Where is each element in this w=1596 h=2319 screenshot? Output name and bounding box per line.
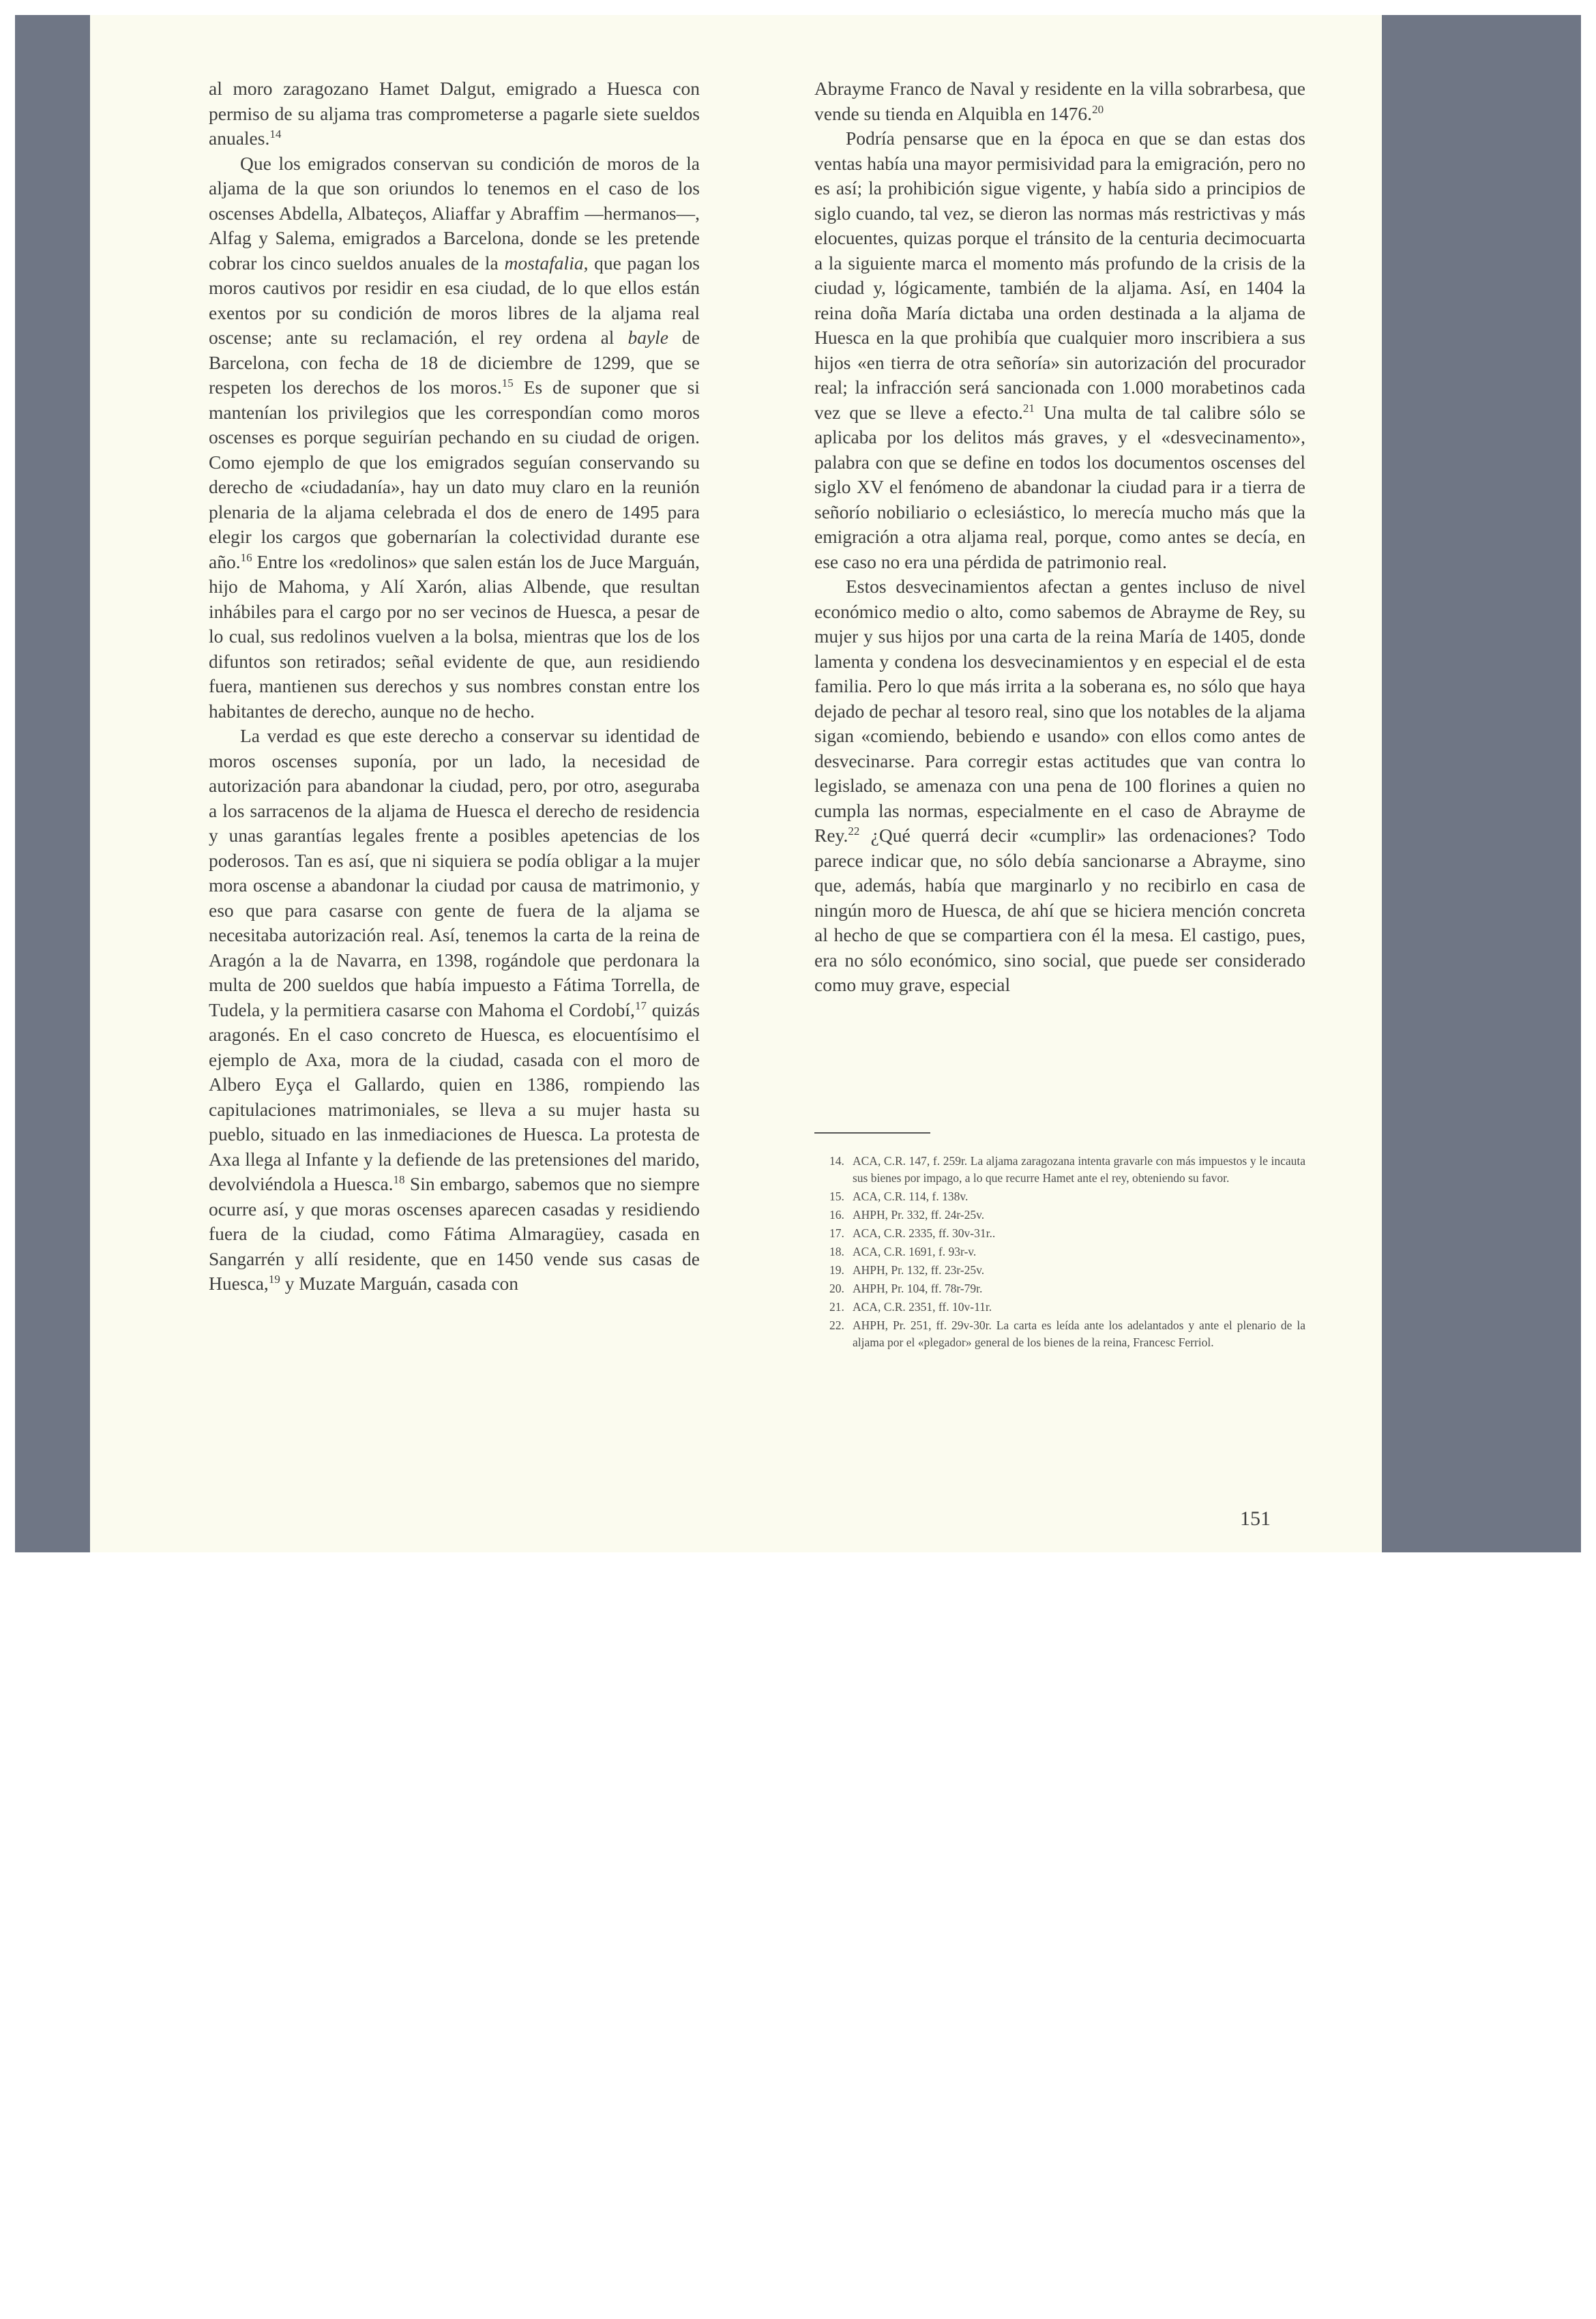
footnote-separator [814,1132,930,1134]
footnote [814,1299,1305,1316]
footnote-text: ACA, C.R. 147, f. 259r. La aljama zaragozana intenta gravarle con más impuestos y le incauta sus bienes por impago, a lo que recurre Hamet ante el rey, obteniendo su favor. [853,1154,1305,1185]
footnote-number: 18. [829,1245,844,1258]
footnote-text: AHPH, Pr. 332, ff. 24r-25v. [853,1208,985,1222]
footnote-ref: 17 [634,999,647,1012]
footnote-ref: 16 [240,550,252,564]
footnote-text: AHPH, Pr. 251, ff. 29v-30r. La carta es leída ante los adelantados y ante el plenario de la aljama por el «plegador» general de los bienes de la reina, Francesc Ferriol. [853,1318,1305,1349]
paragraph [209,76,700,151]
text-run: Es de suponer que si mantenían los privilegios que les correspondían como moros oscenses es porque seguirían pechando en su ciudad de origen. Como ejemplo de que los emigrados seguían conservando su derecho de «ciudadanía», hay un dato muy claro en la reunión plenaria de la aljama celebrada el dos de enero de 1495 para elegir los cargos que gobernarían la colectividad durante ese año. [209,376,700,572]
footnote-ref: 20 [1092,102,1104,116]
text-run: Podría pensarse que en la época en que se dan estas dos ventas había una mayor permisividad para la emigración, pero no es así; la prohibición sigue vigente, y había sido a principios de siglo cuando, tal vez, se dieron las normas más restrictivas y más elocuentes, quizas porque el tránsito de la centuria decimocuarta a la siguiente marca el momento más profundo de la crisis de la ciudad y, lógicamente, también de la aljama. Así, en 1404 la reina doña María dictaba una orden destinada a la aljama de Huesca en la que prohibía que cualquier moro inscribiera a sus hijos «en tierra de otra señoría» sin autorización del procurador real; la infracción será sancionada con 1.000 morabetinos cada vez que se lleve a efecto. [814,128,1305,423]
footnote-number: 17. [829,1226,844,1240]
footnotes [814,1153,1305,1353]
left-column [209,76,700,1297]
footnote-ref: 21 [1022,401,1035,415]
paragraph [209,151,700,724]
footnote-text: ACA, C.R. 2335, ff. 30v-31r.. [853,1226,996,1240]
footnote-text: AHPH, Pr. 104, ff. 78r-79r. [853,1282,983,1295]
footnote-text: AHPH, Pr. 132, ff. 23r-25v. [853,1263,985,1277]
footnote [814,1262,1305,1279]
text-run: Abrayme Franco de Naval y residente en la villa sobrarbesa, que vende su tienda en Alquibla en 1476. [814,78,1305,124]
paragraph [814,126,1305,574]
text-run: La verdad es que este derecho a conservar su identidad de moros oscenses suponía, por un lado, la necesidad de autorización para abandonar la ciudad, pero, por otro, aseguraba a los sarracenos de la aljama de Huesca el derecho de residencia y unas garantías legales frente a posibles apetencias de los poderosos. Tan es así, que ni siquiera se podía obligar a la mujer mora oscense a abandonar la ciudad por causa de matrimonio, y eso que para casarse con gente de fuera de la aljama se necesitaba autorización real. Así, tenemos la carta de la reina de Aragón a la de Navarra, en 1398, rogándole que perdonara la multa de 200 sueldos que había impuesto a Fátima Torrella, de Tudela, y la permitiera casarse con Mahoma el Cordobí, [209,725,700,1020]
footnote [814,1280,1305,1297]
footnote [814,1225,1305,1242]
footnote-ref: 18 [393,1173,405,1186]
footnote [814,1153,1305,1187]
text-run: quizás aragonés. En el caso concreto de Huesca, es elocuentísimo el ejemplo de Axa, mora de la ciudad, casada con el moro de Albero Eyça el Gallardo, quien en 1386, rompiendo las capitulaciones matrimoniales, se lleva a su mujer hasta su pueblo, situado en las inmediaciones de Huesca. La protesta de Axa llega al Infante y la defiende de las pretensiones del marido, devolviéndola a Huesca. [209,999,700,1194]
text-run: Una multa de tal calibre sólo se aplicaba por los delitos más graves, y el «desvecinamento», palabra con que se define en todos los documentos oscenses del siglo XV el fenómeno de abandonar la ciudad para ir a tierra de señorío nobiliario o eclesiástico, lo merecía mucho más que la emigración a otra aljama real, porque, como antes se decía, en ese caso no era una pérdida de patrimonio real. [814,401,1305,572]
text-run: al moro zaragozano Hamet Dalgut, emigrado a Huesca con permiso de su aljama tras comprometerse a pagarle siete sueldos anuales. [209,78,700,149]
paragraph [814,574,1305,998]
footnote-number: 15. [829,1190,844,1203]
footnote-ref: 22 [848,825,860,838]
footnote-number: 19. [829,1263,844,1277]
page-number: 151 [1240,1507,1271,1530]
footnote-ref: 15 [501,376,514,389]
italic-term: bayle [627,327,669,348]
footnote-number: 22. [829,1318,844,1332]
footnote-text: ACA, C.R. 114, f. 138v. [853,1190,969,1203]
footnote [814,1188,1305,1205]
text-run: Estos desvecinamientos afectan a gentes incluso de nivel económico medio o alto, como sabemos de Abrayme de Rey, su mujer y sus hijos por una carta de la reina María de 1405, donde lamenta y condena los desvecinamientos y en especial el de esta familia. Pero lo que más irrita a la soberana es, no sólo que haya dejado de pechar al tesoro real, sino que los notables de la aljama sigan «comiendo, bebiendo e usando» con ellos como antes de desvecinarse. Para corregir estas actitudes que van contra lo legislado, se amenaza con una pena de 100 florines a quien no cumpla las normas, especialmente en el caso de Abrayme de Rey. [814,576,1305,846]
text-run: Entre los «redolinos» que salen están los de Juce Marguán, hijo de Mahoma, y Alí Xarón, alias Albende, que resultan inhábiles para el cargo por no ser vecinos de Huesca, a pesar de lo cual, sus redolinos vuelven a la bolsa, mientras que los de los difuntos son retirados; señal evidente de que, aun residiendo fuera, mantienen sus derechos y sus nombres constan entre los habitantes de derecho, aunque no de hecho. [209,550,700,722]
footnote [814,1317,1305,1351]
footnote-number: 16. [829,1208,844,1222]
footnote-text: ACA, C.R. 2351, ff. 10v-11r. [853,1300,992,1314]
paragraph [814,76,1305,126]
text-run: , que pagan los moros cautivos por residir en esa ciudad, de lo que ellos están exentos por su condición de moros libres de la aljama real oscense; ante su reclamación, el rey ordena al [209,252,700,348]
text-run: Sin embargo, sabemos que no siempre ocurre así, y que moras oscenses aparecen casadas y residiendo fuera de la ciudad, como Fátima Almaragüey, casada en Sangarrén y allí residente, que en 1450 vende sus casas de Huesca, [209,1173,700,1294]
text-run: de Barcelona, con fecha de 18 de diciembre de 1299, que se respeten los derechos de los moros. [209,327,700,398]
footnote-ref: 14 [269,128,282,141]
text-run: y Muzate Marguán, casada con [280,1273,519,1294]
footnote [814,1243,1305,1260]
text-run: Que los emigrados conservan su condición de moros de la aljama de la que son oriundos lo tenemos en el caso de los oscenses Abdella, Albateços, Aliaffar y Abraffim —hermanos—, Alfag y Salema, emigrados a Barcelona, donde se les pretende cobrar los cinco sueldos anuales de la [209,152,700,274]
footnote-ref: 19 [268,1273,280,1286]
paragraph [209,724,700,1297]
text-run: ¿Qué querrá decir «cumplir» las ordenaciones? Todo parece indicar que, no sólo debía sancionarse a Abrayme, sino que, además, había que marginarlo y no recibirlo en casa de ningún moro de Huesca, de ahí que se hiciera mención concreta al hecho de que se compartiera con él la mesa. El castigo, pues, era no sólo económico, sino social, que puede ser considerado como muy grave, especial [814,825,1305,995]
footnote-number: 21. [829,1300,844,1314]
italic-term: mostafalia [504,252,584,274]
footnote-text: ACA, C.R. 1691, f. 93r-v. [853,1245,977,1258]
footnote [814,1207,1305,1224]
footnote-number: 14. [829,1154,844,1168]
footnote-number: 20. [829,1282,844,1295]
right-column [814,76,1305,998]
